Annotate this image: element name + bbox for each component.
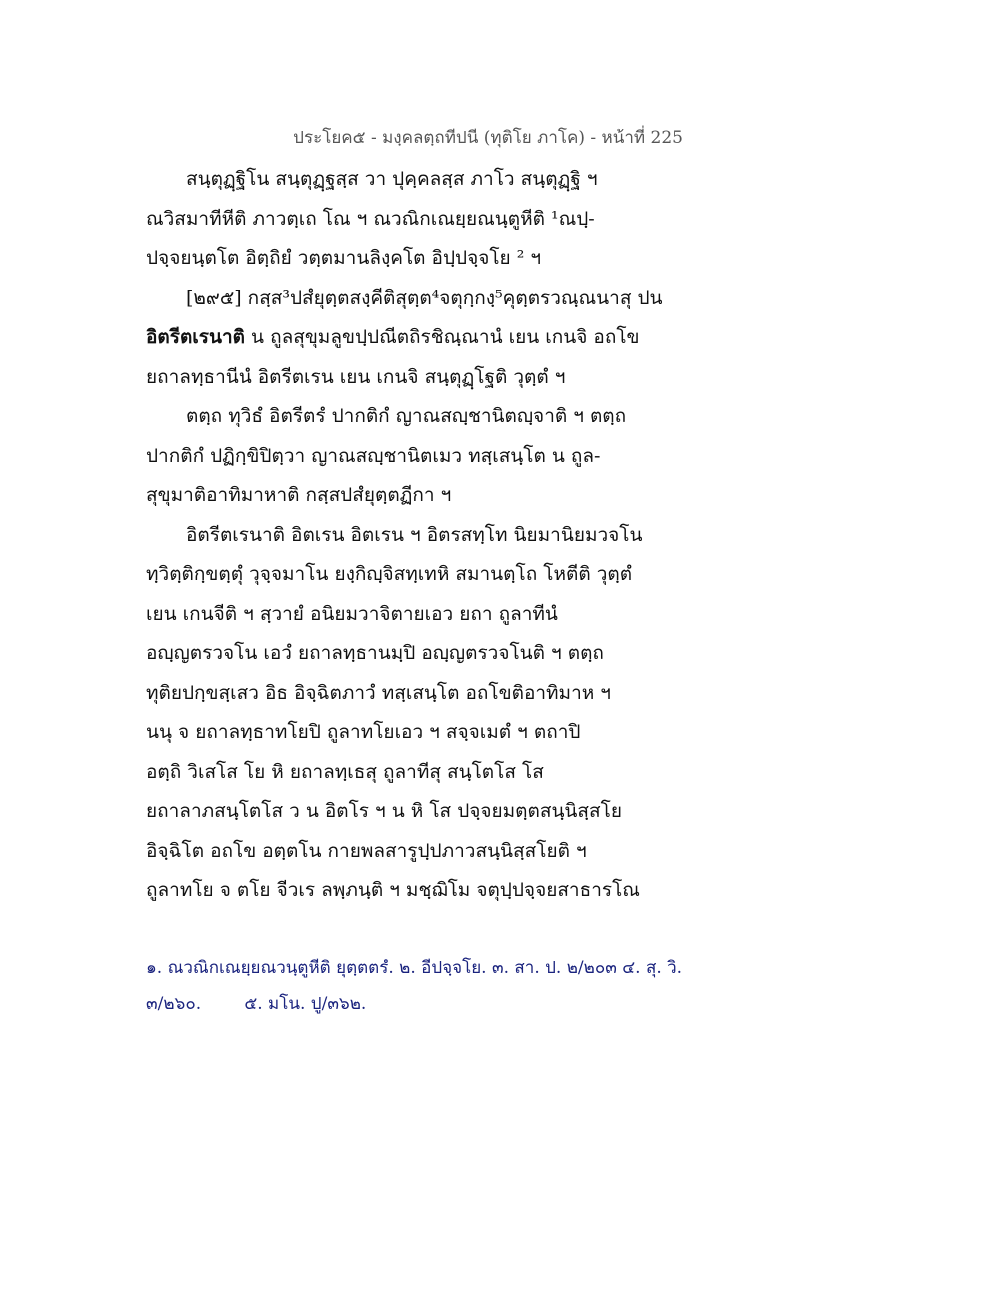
- text-line: อิตรีตเรนาติ อิตเรน อิตเรน ฯ อิตรสทฺโท นิยมานิยมวจโน: [186, 523, 643, 546]
- footnote-line: ๓/๒๖๐. ๕. มโน. ปู/๓๖๒.: [146, 994, 367, 1014]
- text-line: อญฺญตรวจโน เอวํ ยถาลทฺธานมฺปิ อญฺญตรวจโนติ ฯ ตตฺถ: [146, 642, 604, 664]
- text-line: ทุติยปกฺขสฺเสว อิธ อิจฺฉิตภาวํ ทสฺเสนฺโต อถโขติอาทิมาห ฯ: [146, 681, 611, 704]
- text-line: อตฺถิ วิเสโส โย หิ ยถาลทฺเธสุ ถูลาทีสุ สนฺโตโส โส: [146, 760, 544, 783]
- text-line: อิจฺฉิโต อถโข อตฺตโน กายพลสารูปฺปภาวสนฺนิสฺสโยติ ฯ: [146, 839, 587, 862]
- text-line: เยน เกนจีติ ฯ สฺวายํ อนิยมวาจิตายเอว ยถา ถูลาทีนํ: [146, 602, 558, 625]
- text-span: น ถูลสุขุมลูขปฺปณีตถิรชิณฺณานํ เยน เกนจิ อถโข: [251, 326, 640, 348]
- text-line: ยถาลทฺธานีนํ อิตรีตเรน เยน เกนจิ สนฺตุฏฺโฐติ วุตฺตํ ฯ: [146, 365, 566, 388]
- text-line: สุขุมาติอาทิมาหาติ กสฺสปสํยุตฺตฏีกา ฯ: [146, 484, 452, 506]
- text-line: ณวิสมาทีหีติ ภาวตฺเถ โณ ฯ ณวณิกเณยฺยณนฺตูหีติ ¹ณปฺ-: [146, 207, 595, 230]
- text-line: นนุ จ ยถาลทฺธาทโยปิ ถูลาทโยเอว ฯ สจฺจเมตํ ฯ ตถาปิ: [146, 721, 581, 743]
- text-line: ปากติกํ ปฏิกฺขิปิตฺวา ญาณสญฺชานิตเมว ทสฺเสนฺโต น ถูล-: [146, 444, 601, 467]
- text-line: ปจฺจยนฺตโต อิตฺถิยํ วตฺตมานลิงฺคโต อิปฺปจฺจโย ² ฯ: [146, 247, 542, 269]
- footnote-line: ๑. ณวณิกเณยฺยณวนฺตูหีติ ยุตฺตตรํ. ๒. อีปจฺจโย. ๓. สา. ป. ๒/๒๐๓ ๔. สุ. วิ.: [146, 958, 683, 978]
- running-header: ประโยค๕ - มงฺคลตฺถทีปนี (ทุติโย ภาโค) - หน้าที่ 225: [293, 128, 683, 148]
- text-line: [๒๙๕] กสฺส³ปสํยุตฺตสงฺคีติสุตฺต⁴จตุกฺกงฺ⁵คุตฺตรวณฺณนาสุ ปน: [186, 286, 663, 309]
- text-line: ตตฺถ ทุวิธํ อิตรีตรํ ปากติกํ ญาณสญฺชานิตญฺจาติ ฯ ตตฺถ: [186, 405, 627, 427]
- text-line: สนฺตุฏฺฐิโน สนฺตุฏฺฐสฺส วา ปุคฺคลสฺส ภาโว สนฺตุฏฺฐิ ฯ: [186, 168, 598, 190]
- body-text: [146, 160, 686, 911]
- text-line: [146, 318, 686, 358]
- text-line: ถูลาทโย จ ตโย จีวเร ลพฺภนฺติ ฯ มชฺฌิโม จตุปฺปจฺจยสาธารโณ: [146, 879, 640, 901]
- text-line: ทฺวิตฺติกฺขตฺตุํ วุจฺจมาโน ยงฺกิญฺจิสทฺเทหิ สมานตฺโถ โหตีติ วุตฺตํ: [146, 563, 633, 585]
- text-line: ยถาลาภสนฺโตโส ว น อิตโร ฯ น หิ โส ปจฺจยมตฺตสนฺนิสฺสโย: [146, 800, 622, 822]
- bold-term: อิตรีตเรนาติ: [146, 326, 245, 348]
- footnotes: [146, 950, 691, 1022]
